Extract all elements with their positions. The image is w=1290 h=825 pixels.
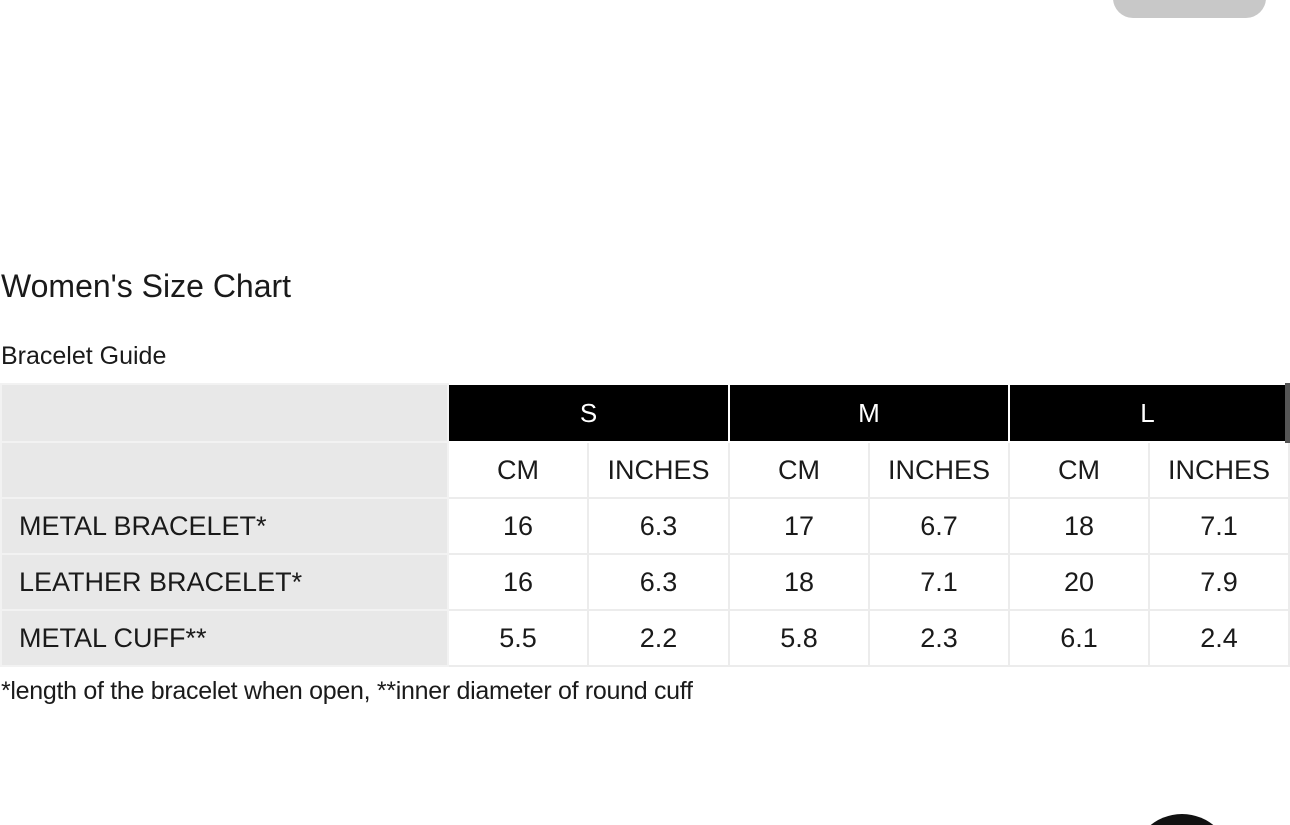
table-cell: 6.1	[1009, 610, 1149, 666]
table-cell: 5.5	[448, 610, 588, 666]
page-counter-pill	[1113, 0, 1266, 18]
table-cell: 7.9	[1149, 554, 1289, 610]
table-cell: 18	[1009, 498, 1149, 554]
header-label-cell	[1, 384, 448, 442]
table-cell: 18	[729, 554, 869, 610]
size-chart-table	[0, 383, 1290, 667]
table-cell: 7.1	[869, 554, 1009, 610]
unit-header: INCHES	[1149, 442, 1289, 498]
size-header-s: S	[448, 384, 729, 442]
floating-action-button[interactable]	[1132, 814, 1232, 825]
section-subtitle: Bracelet Guide	[1, 342, 167, 370]
table-row	[1, 554, 1289, 610]
table-cell: 2.4	[1149, 610, 1289, 666]
size-header-m: M	[729, 384, 1009, 442]
unit-header-row	[1, 442, 1289, 498]
unit-header: CM	[1009, 442, 1149, 498]
unit-header: CM	[448, 442, 588, 498]
table-cell: 20	[1009, 554, 1149, 610]
table-cell: 16	[448, 554, 588, 610]
table-cell: 6.3	[588, 554, 729, 610]
table-cell: 6.3	[588, 498, 729, 554]
table-row	[1, 610, 1289, 666]
page-title: Women's Size Chart	[1, 268, 292, 304]
table-cell: 7.1	[1149, 498, 1289, 554]
footnote: *length of the bracelet when open, **inner diameter of round cuff	[1, 677, 693, 705]
table-cell: 6.7	[869, 498, 1009, 554]
unit-header: INCHES	[869, 442, 1009, 498]
table-cell: 16	[448, 498, 588, 554]
table-row	[1, 498, 1289, 554]
unit-header: INCHES	[588, 442, 729, 498]
unit-label-cell	[1, 442, 448, 498]
table-cell: 2.2	[588, 610, 729, 666]
table-cell: 17	[729, 498, 869, 554]
table-cell: 2.3	[869, 610, 1009, 666]
row-label: METAL CUFF**	[1, 610, 448, 666]
row-label: METAL BRACELET*	[1, 498, 448, 554]
row-label: LEATHER BRACELET*	[1, 554, 448, 610]
size-header-row	[1, 384, 1289, 442]
unit-header: CM	[729, 442, 869, 498]
table-cell: 5.8	[729, 610, 869, 666]
size-header-l: L	[1009, 384, 1289, 442]
